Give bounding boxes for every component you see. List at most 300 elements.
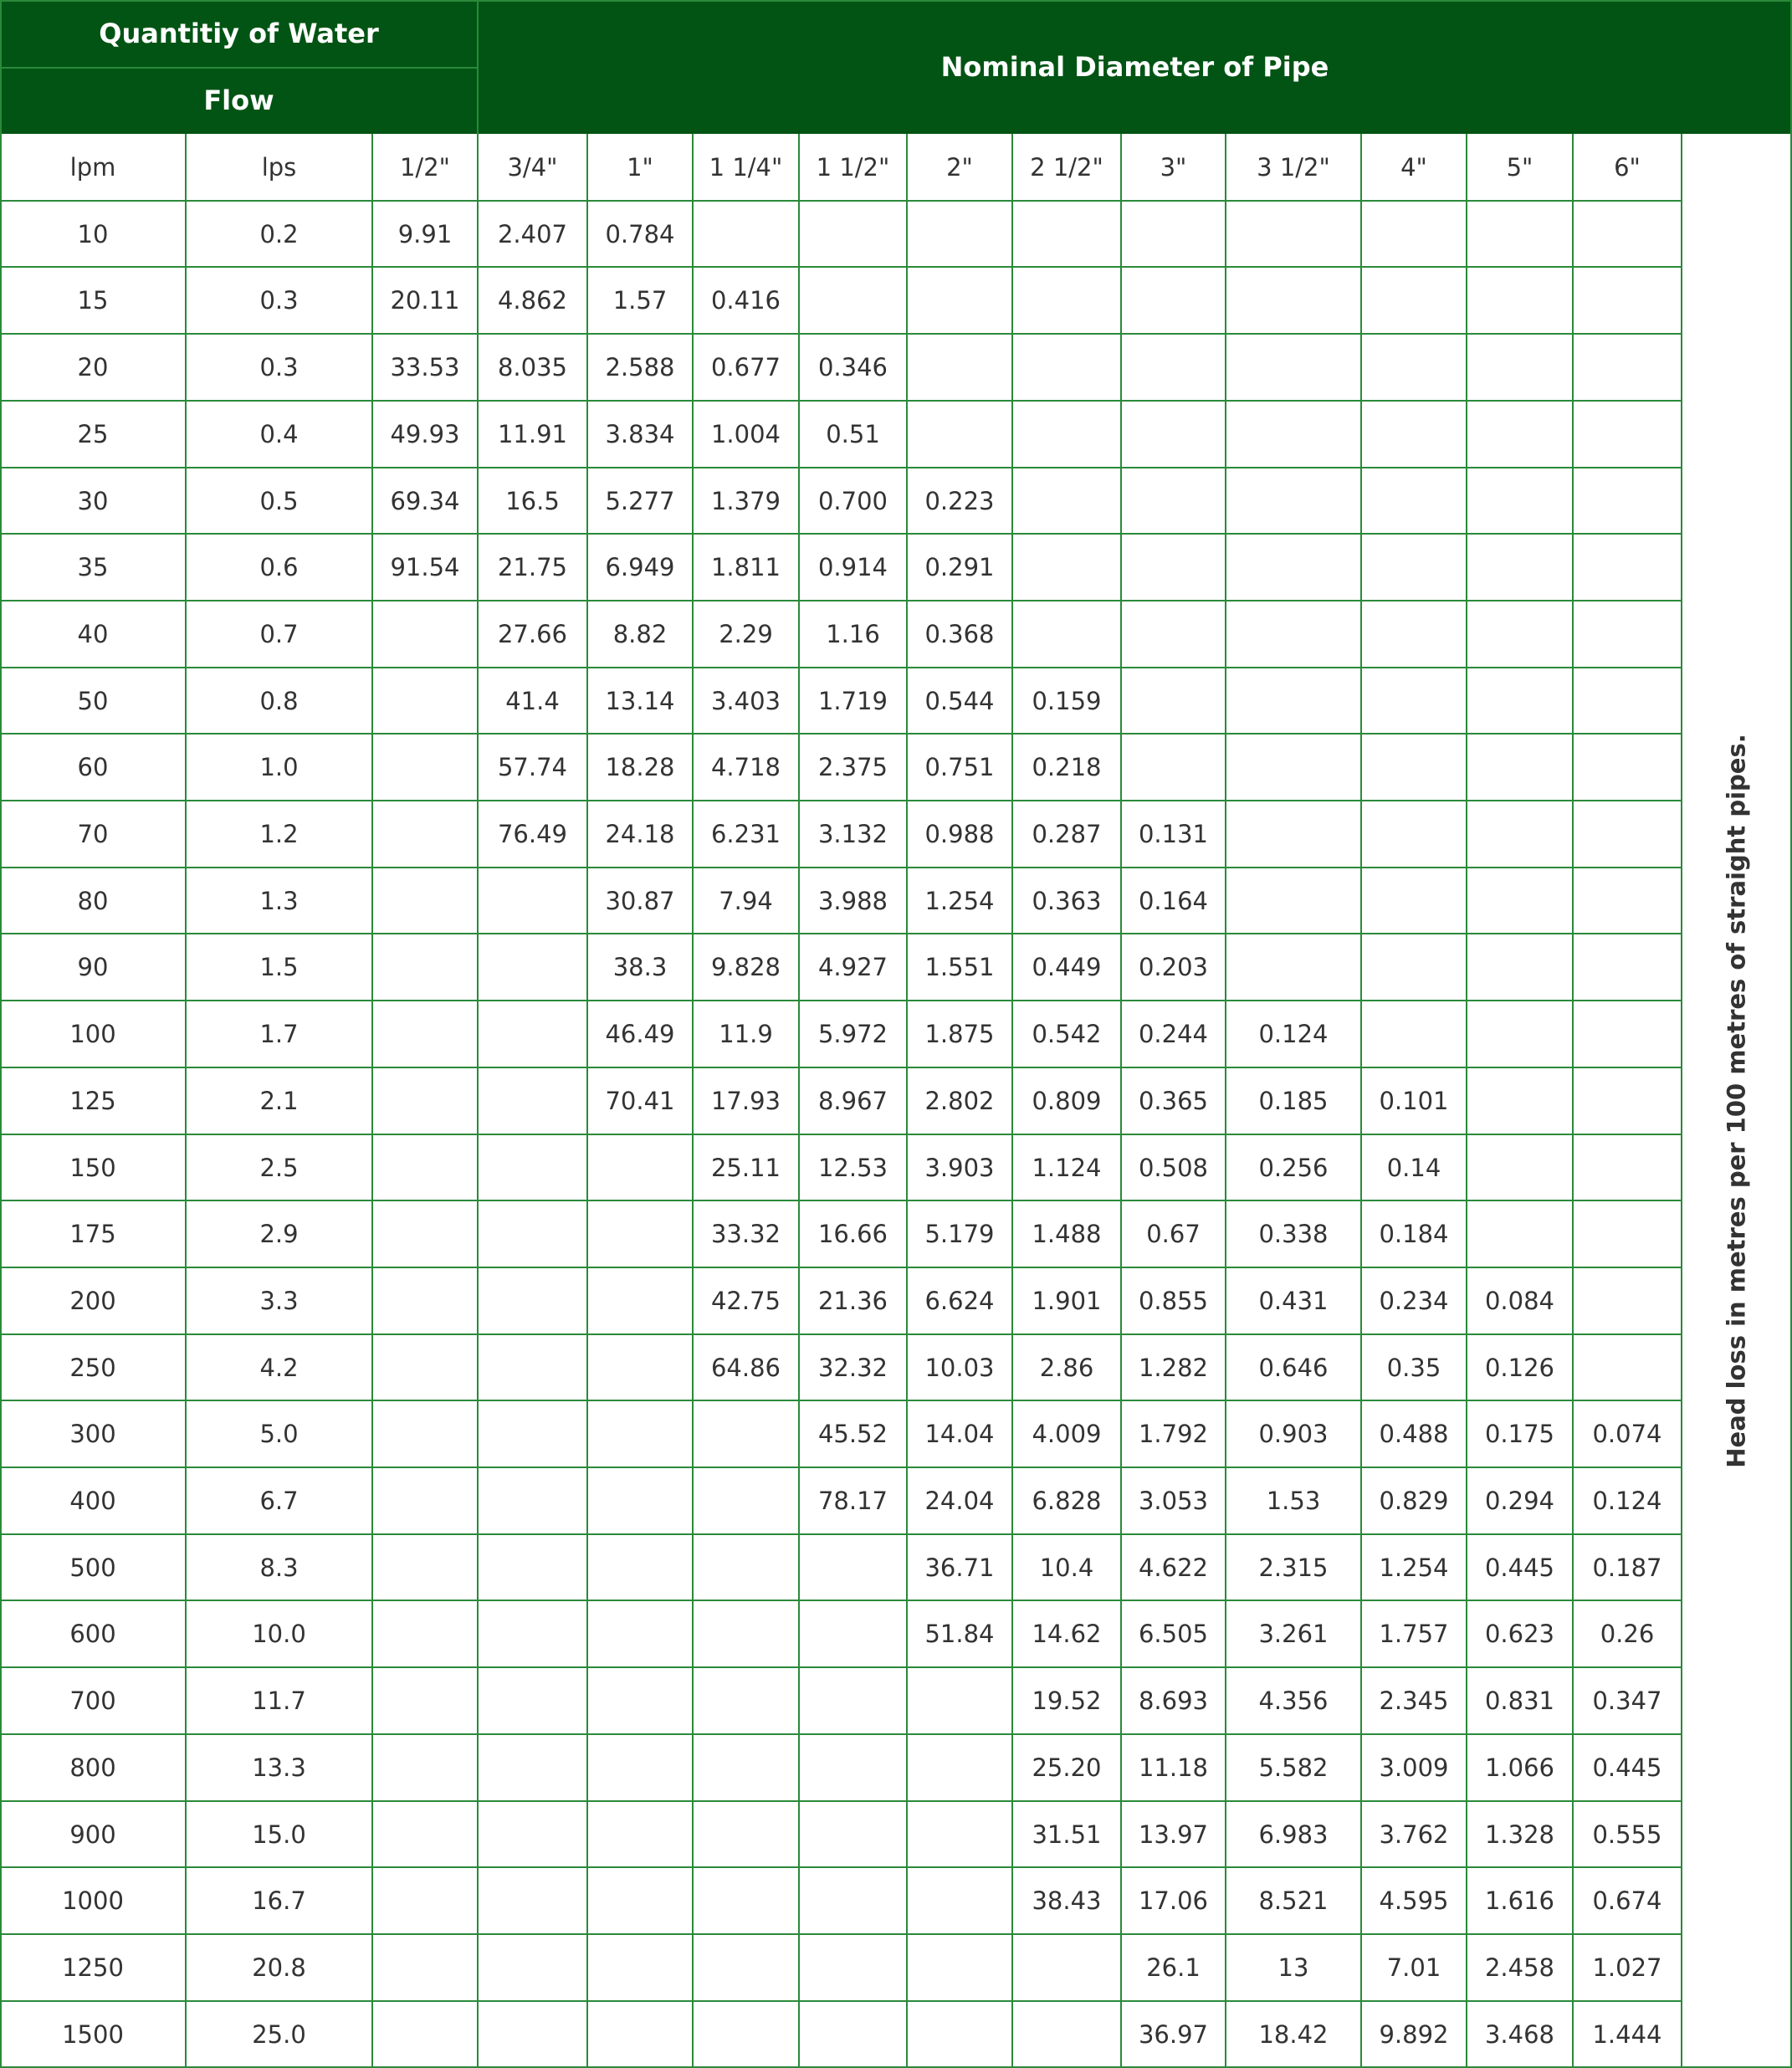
head-loss-cell: 26.1: [1146, 1953, 1201, 1982]
head-loss-cell: 1.757: [1379, 1620, 1449, 1648]
head-loss-cell: [1573, 801, 1682, 868]
head-loss-cell: [587, 1734, 693, 1801]
head-loss-cell: 2.588: [605, 353, 675, 381]
head-loss-cell: 31.51: [1032, 1820, 1102, 1849]
head-loss-cell: [1121, 468, 1226, 535]
column-header: 1/2": [399, 153, 450, 182]
head-loss-cell: [693, 1801, 799, 1868]
head-loss-cell: 0.256: [1258, 1154, 1329, 1182]
head-loss-cell: 0.829: [1379, 1487, 1449, 1515]
head-loss-cell: [1467, 468, 1573, 535]
head-loss-cell: 0.084: [1484, 1287, 1555, 1315]
head-loss-cell: 33.53: [390, 353, 460, 381]
head-loss-cell: [1121, 534, 1226, 601]
head-loss-cell: 5.972: [817, 1020, 888, 1048]
head-loss-cell: [587, 1934, 693, 2001]
column-header: 5": [1506, 153, 1533, 182]
head-loss-cell: [372, 1934, 478, 2001]
head-loss-cell: [1226, 468, 1361, 535]
head-loss-cell: 17.06: [1138, 1886, 1209, 1915]
head-loss-cell: 0.294: [1484, 1487, 1555, 1515]
head-loss-cell: 0.831: [1484, 1687, 1555, 1715]
column-header: 3/4": [507, 153, 558, 182]
row-lps-cell: 2.1: [259, 1087, 299, 1115]
side-note-text: Head loss in metres per 100 metres of straight pipes.: [1723, 734, 1752, 1468]
head-loss-cell: [1226, 801, 1361, 868]
row-lps-cell: 13.3: [252, 1753, 306, 1782]
head-loss-cell: 0.175: [1484, 1420, 1555, 1448]
head-loss-cell: [478, 1600, 587, 1667]
head-loss-cell: 3.403: [710, 687, 781, 715]
row-lps-cell: 0.4: [259, 420, 299, 448]
side-note: [1682, 134, 1792, 2068]
head-loss-cell: 4.927: [817, 953, 888, 981]
row-lpm-cell: 70: [77, 820, 109, 848]
head-loss-cell: [1012, 334, 1121, 401]
head-loss-cell: [1467, 267, 1573, 334]
head-loss-cell: 0.234: [1379, 1287, 1449, 1315]
row-lpm-cell: 800: [69, 1753, 116, 1782]
head-loss-cell: 19.52: [1032, 1687, 1102, 1715]
head-loss-cell: 10.4: [1039, 1554, 1094, 1582]
head-loss-cell: [1361, 401, 1467, 468]
head-loss-cell: 11.9: [719, 1020, 773, 1048]
head-loss-cell: 27.66: [497, 620, 568, 648]
head-loss-cell: 1.328: [1484, 1820, 1555, 1849]
head-loss-cell: [1012, 267, 1121, 334]
row-lps-cell: 10.0: [252, 1620, 306, 1648]
head-loss-cell: [1226, 267, 1361, 334]
head-loss-cell: 13: [1277, 1953, 1309, 1982]
head-loss-cell: 69.34: [390, 487, 460, 515]
head-loss-cell: [1226, 934, 1361, 1001]
head-loss-cell: 0.449: [1032, 953, 1102, 981]
head-loss-cell: 0.677: [710, 353, 781, 381]
head-loss-cell: 3.762: [1379, 1820, 1449, 1849]
head-loss-cell: 41.4: [505, 687, 560, 715]
head-loss-cell: [1573, 1134, 1682, 1201]
head-loss-cell: 0.508: [1138, 1154, 1209, 1182]
head-loss-cell: [1467, 801, 1573, 868]
head-loss-cell: 0.338: [1258, 1220, 1329, 1248]
head-loss-cell: [1573, 334, 1682, 401]
head-loss-cell: 16.66: [817, 1220, 888, 1248]
head-loss-cell: [1467, 1200, 1573, 1267]
row-lps-cell: 3.3: [259, 1287, 299, 1315]
row-lps-cell: 2.9: [259, 1220, 299, 1248]
head-loss-cell: [799, 1934, 907, 2001]
head-loss-cell: [372, 1400, 478, 1467]
row-lps-cell: 1.7: [259, 1020, 299, 1048]
head-loss-cell: [1012, 401, 1121, 468]
head-loss-cell: 17.93: [710, 1087, 781, 1115]
head-loss-cell: 38.3: [612, 953, 668, 981]
head-loss-cell: [1361, 934, 1467, 1001]
head-loss-cell: [1121, 201, 1226, 268]
row-lps-cell: 0.7: [259, 620, 299, 648]
head-loss-cell: 20.11: [390, 286, 460, 315]
head-loss-cell: 46.49: [605, 1020, 675, 1048]
head-loss-cell: [1361, 734, 1467, 801]
head-loss-cell: [693, 2001, 799, 2068]
row-lps-cell: 2.5: [259, 1154, 299, 1182]
head-loss-cell: [587, 1134, 693, 1201]
head-loss-cell: [693, 1534, 799, 1601]
head-loss-cell: 9.828: [710, 953, 781, 981]
head-loss-cell: 2.802: [924, 1087, 995, 1115]
head-loss-cell: 45.52: [817, 1420, 888, 1448]
head-loss-cell: 0.159: [1032, 687, 1102, 715]
column-header: 1": [627, 153, 653, 182]
head-loss-cell: [1012, 468, 1121, 535]
head-loss-cell: 9.892: [1379, 2020, 1449, 2049]
head-loss-cell: [1226, 334, 1361, 401]
row-lps-cell: 0.3: [259, 353, 299, 381]
row-lps-cell: 20.8: [252, 1953, 306, 1982]
head-loss-cell: [587, 1801, 693, 1868]
head-loss-cell: 0.416: [710, 286, 781, 315]
head-loss-cell: [1012, 201, 1121, 268]
head-loss-cell: 0.544: [924, 687, 995, 715]
head-loss-cell: [478, 1801, 587, 1868]
row-lps-cell: 0.2: [259, 220, 299, 248]
head-loss-cell: 51.84: [924, 1620, 995, 1648]
head-loss-cell: 0.363: [1032, 887, 1102, 915]
head-loss-cell: 2.345: [1379, 1687, 1449, 1715]
head-loss-cell: 0.855: [1138, 1287, 1209, 1315]
head-loss-cell: 25.20: [1032, 1753, 1102, 1782]
head-loss-cell: 1.282: [1138, 1354, 1209, 1382]
head-loss-cell: 1.57: [612, 286, 668, 315]
column-header: 2": [946, 153, 973, 182]
head-loss-cell: [372, 1801, 478, 1868]
head-loss-cell: [372, 934, 478, 1001]
head-loss-cell: 2.458: [1484, 1953, 1555, 1982]
head-loss-cell: [478, 1200, 587, 1267]
row-lpm-cell: 250: [69, 1354, 116, 1382]
head-loss-cell: [372, 1534, 478, 1601]
head-loss-cell: 0.218: [1032, 753, 1102, 781]
head-loss-cell: [1226, 668, 1361, 735]
head-loss-cell: 3.834: [605, 420, 675, 448]
head-loss-cell: 8.693: [1138, 1687, 1209, 1715]
head-loss-cell: [1226, 534, 1361, 601]
head-loss-cell: [372, 1867, 478, 1934]
row-lps-cell: 11.7: [252, 1687, 306, 1715]
head-loss-cell: 0.51: [826, 420, 880, 448]
row-lps-cell: 0.6: [259, 553, 299, 581]
head-loss-cell: 1.254: [1379, 1554, 1449, 1582]
head-loss-cell: 0.445: [1592, 1753, 1662, 1782]
row-lpm-cell: 40: [77, 620, 109, 648]
head-loss-cell: 1.004: [710, 420, 781, 448]
head-loss-cell: [1573, 534, 1682, 601]
head-loss-cell: [907, 1667, 1012, 1734]
row-lps-cell: 15.0: [252, 1820, 306, 1849]
row-lpm-cell: 60: [77, 753, 109, 781]
head-loss-cell: [1361, 601, 1467, 668]
head-loss-cell: [1573, 468, 1682, 535]
head-loss-cell: [799, 1801, 907, 1868]
head-loss-cell: 5.179: [924, 1220, 995, 1248]
head-loss-cell: 1.488: [1032, 1220, 1102, 1248]
head-loss-cell: [907, 334, 1012, 401]
head-loss-cell: [1361, 801, 1467, 868]
head-loss-cell: 7.94: [719, 887, 773, 915]
head-loss-cell: [799, 1600, 907, 1667]
head-loss-cell: [1467, 401, 1573, 468]
head-loss-cell: [1121, 401, 1226, 468]
head-loss-cell: 3.132: [817, 820, 888, 848]
head-loss-cell: [799, 1667, 907, 1734]
head-loss-cell: 0.67: [1146, 1220, 1201, 1248]
head-loss-cell: [587, 1467, 693, 1534]
head-loss-cell: 0.445: [1484, 1554, 1555, 1582]
head-loss-cell: [587, 1667, 693, 1734]
head-loss-cell: [1573, 401, 1682, 468]
row-lps-cell: 4.2: [259, 1354, 299, 1382]
head-loss-cell: 2.407: [497, 220, 568, 248]
row-lps-cell: 16.7: [252, 1886, 306, 1915]
head-loss-cell: 0.700: [817, 487, 888, 515]
row-lpm-cell: 300: [69, 1420, 116, 1448]
head-loss-cell: 6.949: [605, 553, 675, 581]
head-loss-cell: 64.86: [710, 1354, 781, 1382]
head-loss-cell: 4.622: [1138, 1554, 1209, 1582]
row-lps-cell: 8.3: [259, 1554, 299, 1582]
head-loss-cell: [478, 1334, 587, 1401]
head-loss-cell: [372, 1001, 478, 1067]
head-loss-cell: 3.261: [1258, 1620, 1329, 1648]
head-loss-cell: [1012, 1934, 1121, 2001]
head-loss-cell: 0.368: [924, 620, 995, 648]
head-loss-cell: [693, 1867, 799, 1934]
head-loss-cell: [587, 1600, 693, 1667]
head-loss-cell: 4.009: [1032, 1420, 1102, 1448]
head-loss-cell: [1226, 734, 1361, 801]
head-loss-cell: 8.035: [497, 353, 568, 381]
head-loss-cell: 6.624: [924, 1287, 995, 1315]
head-loss-cell: 4.718: [710, 753, 781, 781]
head-loss-cell: [1467, 868, 1573, 934]
head-loss-cell: [1573, 601, 1682, 668]
head-loss-cell: [907, 1867, 1012, 1934]
head-loss-cell: 13.14: [605, 687, 675, 715]
head-loss-cell: 1.124: [1032, 1154, 1102, 1182]
row-lpm-cell: 80: [77, 887, 109, 915]
head-loss-cell: [1467, 601, 1573, 668]
head-loss-cell: 1.616: [1484, 1886, 1555, 1915]
row-lps-cell: 1.5: [259, 953, 299, 981]
head-loss-cell: [907, 267, 1012, 334]
row-lpm-cell: 1500: [62, 2020, 124, 2049]
head-loss-cell: [478, 1134, 587, 1201]
head-loss-cell: 2.375: [817, 753, 888, 781]
head-loss-cell: [1361, 1001, 1467, 1067]
row-lpm-cell: 200: [69, 1287, 116, 1315]
head-loss-cell: 0.623: [1484, 1620, 1555, 1648]
head-loss-cell: [1121, 267, 1226, 334]
head-loss-cell: [1573, 201, 1682, 268]
row-lpm-cell: 15: [77, 286, 109, 315]
head-loss-cell: [478, 1001, 587, 1067]
row-lpm-cell: 900: [69, 1820, 116, 1849]
header-column-divider: [477, 0, 479, 134]
header-divider: [0, 67, 478, 69]
head-loss-cell: 0.347: [1592, 1687, 1662, 1715]
column-header: 1 1/2": [816, 153, 890, 182]
head-loss-cell: [1361, 668, 1467, 735]
head-loss-cell: [907, 1734, 1012, 1801]
head-loss-cell: [372, 868, 478, 934]
head-loss-cell: 0.555: [1592, 1820, 1662, 1849]
head-loss-cell: 1.53: [1266, 1487, 1321, 1515]
row-lpm-cell: 100: [69, 1020, 116, 1048]
head-loss-cell: 6.983: [1258, 1820, 1329, 1849]
head-loss-cell: [907, 1801, 1012, 1868]
head-loss-cell: 0.074: [1592, 1420, 1662, 1448]
head-loss-cell: 2.29: [719, 620, 773, 648]
head-loss-cell: 0.287: [1032, 820, 1102, 848]
row-lpm-cell: 1250: [62, 1953, 124, 1982]
head-loss-cell: 11.18: [1138, 1753, 1209, 1782]
head-loss-cell: 0.809: [1032, 1087, 1102, 1115]
head-loss-cell: 6.828: [1032, 1487, 1102, 1515]
head-loss-cell: [372, 1067, 478, 1134]
head-loss-cell: 0.431: [1258, 1287, 1329, 1315]
head-loss-cell: 0.101: [1379, 1087, 1449, 1115]
head-loss-cell: 3.468: [1484, 2020, 1555, 2049]
head-loss-cell: 4.595: [1379, 1886, 1449, 1915]
head-loss-cell: 30.87: [605, 887, 675, 915]
head-loss-cell: [372, 1667, 478, 1734]
head-loss-cell: [372, 601, 478, 668]
head-loss-cell: 70.41: [605, 1087, 675, 1115]
head-loss-cell: 0.203: [1138, 953, 1209, 981]
row-lps-cell: 6.7: [259, 1487, 299, 1515]
head-loss-cell: 6.505: [1138, 1620, 1209, 1648]
head-loss-cell: 0.988: [924, 820, 995, 848]
head-loss-cell: 1.066: [1484, 1753, 1555, 1782]
row-lpm-cell: 25: [77, 420, 109, 448]
quantity-of-water-label: Quantitiy of Water: [99, 18, 379, 49]
head-loss-cell: [799, 201, 907, 268]
head-loss-cell: 2.86: [1039, 1354, 1094, 1382]
head-loss-cell: [1012, 601, 1121, 668]
row-lpm-cell: 400: [69, 1487, 116, 1515]
head-loss-cell: [587, 1267, 693, 1334]
head-loss-cell: 0.488: [1379, 1420, 1449, 1448]
head-loss-cell: 1.792: [1138, 1420, 1209, 1448]
head-loss-cell: 5.277: [605, 487, 675, 515]
head-loss-cell: [693, 1667, 799, 1734]
head-loss-cell: 8.521: [1258, 1886, 1329, 1915]
head-loss-cell: 1.875: [924, 1020, 995, 1048]
head-loss-cell: 24.18: [605, 820, 675, 848]
head-loss-cell: [372, 1334, 478, 1401]
head-loss-cell: 0.184: [1379, 1220, 1449, 1248]
head-loss-cell: [1467, 1134, 1573, 1201]
head-loss-cell: [1361, 534, 1467, 601]
head-loss-cell: [1573, 267, 1682, 334]
head-loss-cell: [693, 1467, 799, 1534]
head-loss-cell: [478, 1667, 587, 1734]
head-loss-cell: 1.027: [1592, 1953, 1662, 1982]
head-loss-cell: 42.75: [710, 1287, 781, 1315]
head-loss-cell: [1012, 2001, 1121, 2068]
head-loss-cell: [693, 1400, 799, 1467]
head-loss-cell: 7.01: [1386, 1953, 1441, 1982]
row-lps-cell: 0.5: [259, 487, 299, 515]
head-loss-cell: 0.346: [817, 353, 888, 381]
head-loss-cell: 3.988: [817, 887, 888, 915]
head-loss-cell: [1361, 468, 1467, 535]
head-loss-cell: [1012, 534, 1121, 601]
row-lps-cell: 0.3: [259, 286, 299, 315]
head-loss-cell: 78.17: [817, 1487, 888, 1515]
head-loss-cell: [478, 934, 587, 1001]
head-loss-cell: [1467, 1067, 1573, 1134]
head-loss-cell: [1467, 1001, 1573, 1067]
head-loss-cell: 0.124: [1592, 1487, 1662, 1515]
head-loss-cell: [478, 1934, 587, 2001]
row-lpm-cell: 500: [69, 1554, 116, 1582]
head-loss-cell: [587, 1534, 693, 1601]
head-loss-cell: [1573, 734, 1682, 801]
head-loss-cell: 36.71: [924, 1554, 995, 1582]
row-lpm-cell: 35: [77, 553, 109, 581]
head-loss-cell: 32.32: [817, 1354, 888, 1382]
column-header: 2 1/2": [1030, 153, 1103, 182]
head-loss-cell: [587, 2001, 693, 2068]
head-loss-cell: [372, 1600, 478, 1667]
head-loss-cell: 5.582: [1258, 1753, 1329, 1782]
head-loss-cell: 6.231: [710, 820, 781, 848]
column-header: 4": [1400, 153, 1427, 182]
head-loss-cell: 14.62: [1032, 1620, 1102, 1648]
head-loss-cell: [1467, 734, 1573, 801]
head-loss-cell: [1573, 934, 1682, 1001]
head-loss-cell: 11.91: [497, 420, 568, 448]
head-loss-cell: [1573, 668, 1682, 735]
row-lpm-cell: 600: [69, 1620, 116, 1648]
head-loss-cell: [907, 1934, 1012, 2001]
row-lpm-cell: 150: [69, 1154, 116, 1182]
head-loss-cell: 1.551: [924, 953, 995, 981]
head-loss-cell: [1467, 934, 1573, 1001]
head-loss-cell: 0.164: [1138, 887, 1209, 915]
column-header: lpm: [69, 153, 116, 182]
head-loss-cell: [478, 1534, 587, 1601]
head-loss-cell: 33.32: [710, 1220, 781, 1248]
head-loss-cell: 0.124: [1258, 1020, 1329, 1048]
head-loss-cell: [907, 2001, 1012, 2068]
head-loss-cell: [372, 1267, 478, 1334]
head-loss-cell: [372, 2001, 478, 2068]
head-loss-cell: [907, 201, 1012, 268]
head-loss-cell: [1573, 868, 1682, 934]
head-loss-cell: 0.291: [924, 553, 995, 581]
nominal-diameter-label: Nominal Diameter of Pipe: [940, 51, 1329, 83]
head-loss-cell: [1573, 1334, 1682, 1401]
head-loss-cell: 14.04: [924, 1420, 995, 1448]
head-loss-cell: 1.379: [710, 487, 781, 515]
head-loss-cell: [1226, 868, 1361, 934]
head-loss-cell: [372, 801, 478, 868]
head-loss-cell: [1361, 334, 1467, 401]
head-loss-cell: 1.901: [1032, 1287, 1102, 1315]
head-loss-cell: [1226, 601, 1361, 668]
